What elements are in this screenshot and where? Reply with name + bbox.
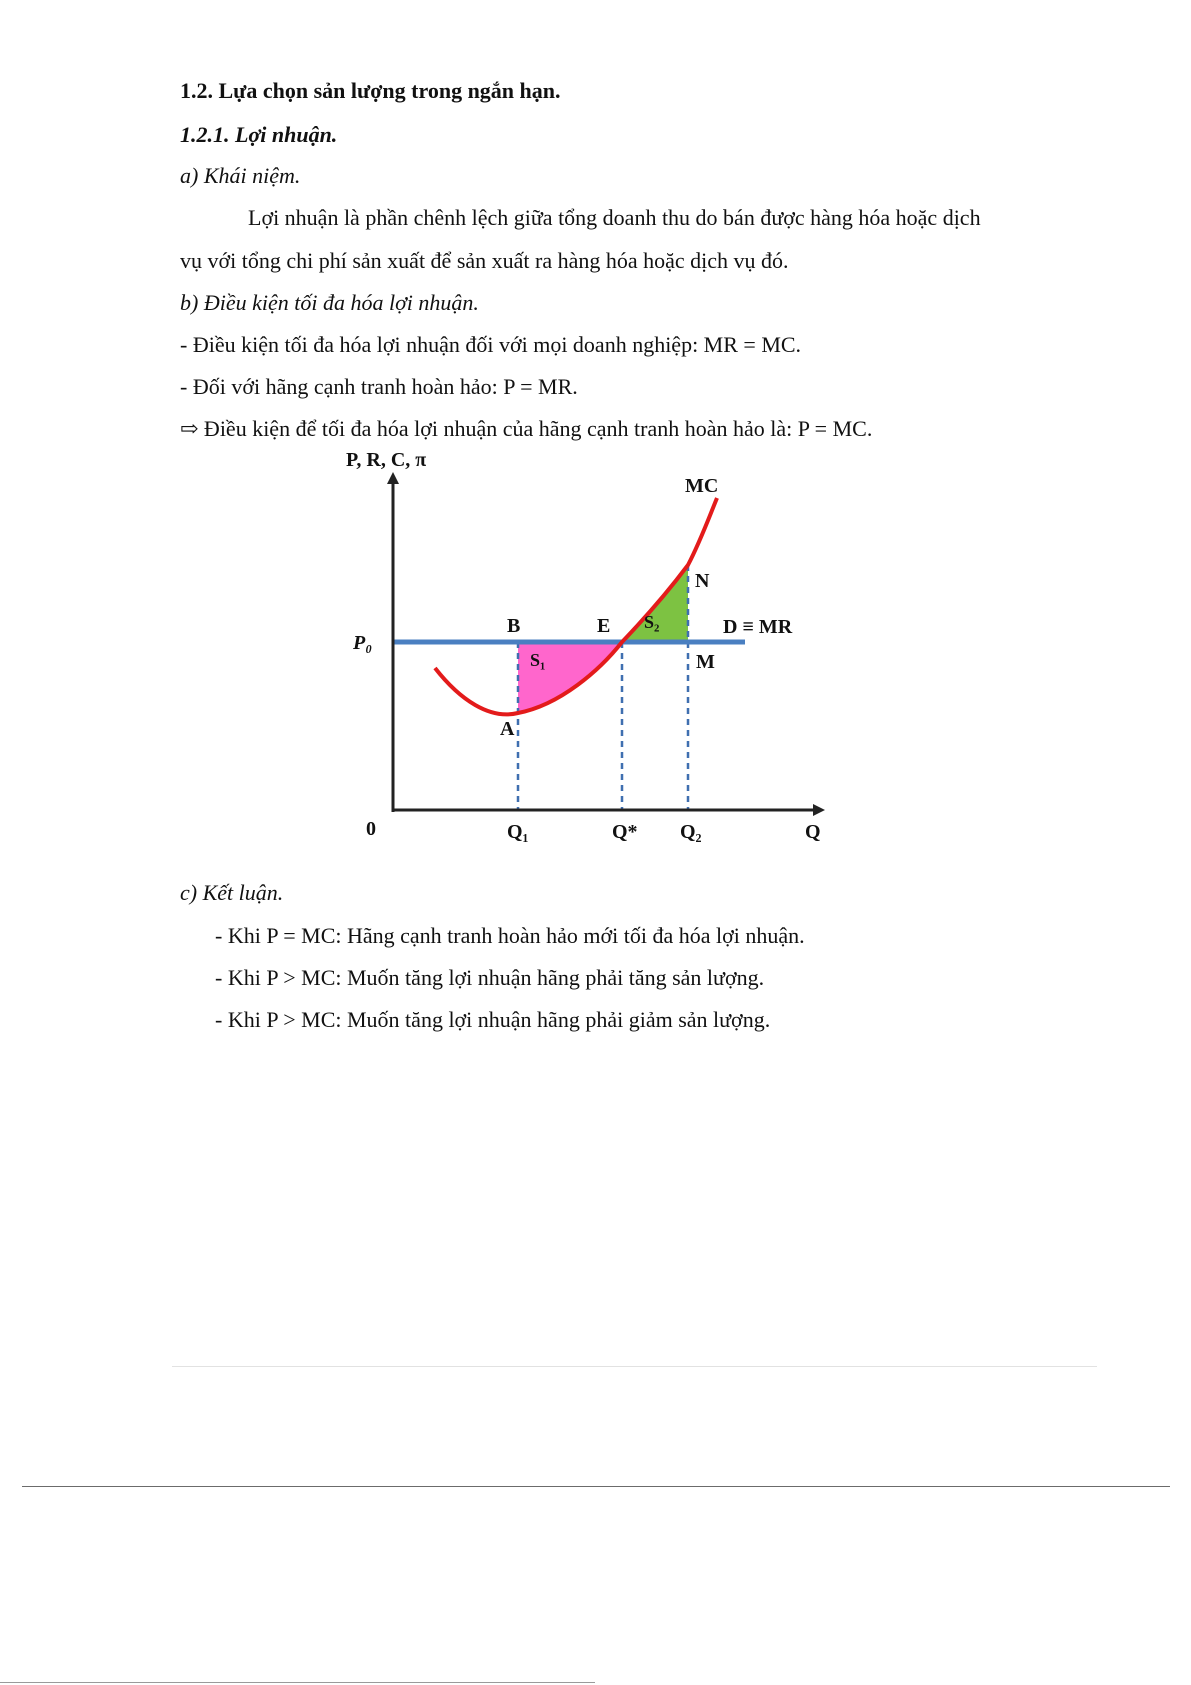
condition-conclusion: ⇨ Điều kiện để tối đa hóa lợi nhuận của hãng cạnh tranh hoàn hảo là: P = MC. <box>180 416 873 441</box>
conclusion-item-1: - Khi P = MC: Hãng cạnh tranh hoàn hảo mới tối đa hóa lợi nhuận. <box>215 923 805 948</box>
part-a-heading: a) Khái niệm. <box>180 163 301 188</box>
condition-item-1: - Điều kiện tối đa hóa lợi nhuận đối với mọi doanh nghiệp: MR = MC. <box>180 332 802 357</box>
qstar-label: Q* <box>612 821 638 843</box>
x-axis-label: Q <box>805 821 821 843</box>
profit-maximization-diagram <box>330 450 850 850</box>
area-s2-label: S₂ <box>644 612 660 632</box>
origin-label: 0 <box>366 818 376 840</box>
point-b-label: B <box>507 615 521 637</box>
mc-label: MC <box>685 475 719 497</box>
footnote-divider <box>0 1682 595 1683</box>
subsection-title: 1.2.1. Lợi nhuận. <box>180 122 338 147</box>
part-b-heading: b) Điều kiện tối đa hóa lợi nhuận. <box>180 290 479 315</box>
point-e-label: E <box>597 615 611 637</box>
page-divider <box>22 1486 1170 1487</box>
area-s1-label: S₁ <box>530 650 546 670</box>
y-axis-label: P, R, C, π <box>346 450 427 471</box>
part-c-heading: c) Kết luận. <box>180 880 284 905</box>
price-p0-label: P₀ <box>353 632 373 654</box>
mr-label: D ≡ MR <box>723 616 793 638</box>
condition-item-2: - Đối với hãng cạnh tranh hoàn hảo: P = MR. <box>180 374 578 399</box>
point-n-label: N <box>695 570 710 592</box>
q1-label: Q₁ <box>507 821 529 843</box>
q2-label: Q₂ <box>680 821 702 843</box>
point-m-label: M <box>696 651 715 673</box>
point-a-label: A <box>500 718 515 740</box>
section-title: 1.2. Lựa chọn sản lượng trong ngắn hạn. <box>180 78 561 103</box>
definition-line-2: vụ với tổng chi phí sản xuất để sản xuất ra hàng hóa hoặc dịch vụ đó. <box>180 248 789 273</box>
definition-line-1: Lợi nhuận là phần chênh lệch giữa tổng doanh thu do bán được hàng hóa hoặc dịch <box>248 205 981 230</box>
conclusion-item-2: - Khi P > MC: Muốn tăng lợi nhuận hãng phải tăng sản lượng. <box>215 965 765 990</box>
conclusion-item-3: - Khi P > MC: Muốn tăng lợi nhuận hãng phải giảm sản lượng. <box>215 1007 771 1032</box>
footer-divider-light <box>172 1366 1097 1367</box>
